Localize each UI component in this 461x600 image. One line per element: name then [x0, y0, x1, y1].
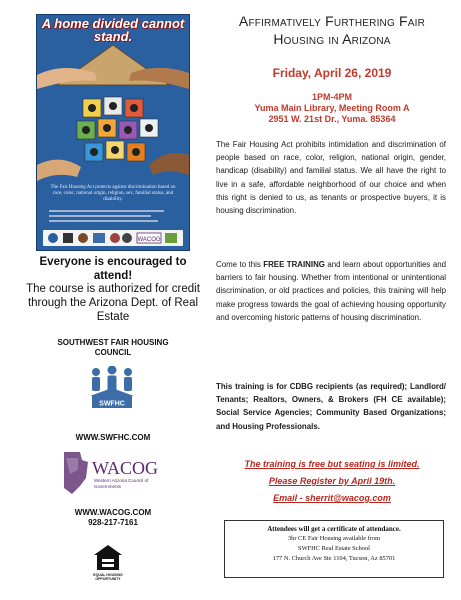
poster-tagline: The Fair Housing Act protects against discrimination based on race, color, national origin, religion, sex, familial status, and disability.: [50, 185, 176, 202]
poster-wacog-logo: WACOG: [137, 237, 161, 243]
swfhc-name: SOUTHWEST FAIR HOUSING COUNCIL: [57, 338, 169, 357]
poster-fine-print: [49, 207, 177, 225]
certificate-box: [224, 520, 444, 578]
wacog-logo: [58, 448, 168, 498]
certificate-line-1: 3hr CE Fair Housing available from: [287, 535, 381, 542]
p2-intro: Come to this: [216, 260, 264, 269]
event-date: Friday, April 26, 2019: [272, 66, 392, 80]
encourage-heading: Everyone is encouraged to attend!: [39, 256, 187, 282]
wacog-wordmark: WACOG: [92, 458, 158, 478]
fair-housing-act-paragraph: The Fair Housing Act prohibits intimidation and discrimination of people based on race, color, religion, national origin, gender, handicap (disability) and familial status. We all have the right to live in a safe, affordable neighborhood of our choice and when this right is denied to us, as tenants or prospective buyers, it is housing discrimination.: [216, 140, 446, 216]
partner-logos-icon: [43, 230, 183, 246]
event-address: 2951 W. 21st Dr., Yuma. 85364: [268, 114, 396, 124]
certificate-line-3: 177 N. Church Ave Ste 1104, Tucson, Az 85701: [272, 555, 396, 562]
equal-housing-text: EQUAL HOUSING OPPORTUNITY: [93, 573, 123, 581]
audience-paragraph: This training is for CDBG recipients (as required); Landlord/ Tenants; Realtors, Owners, & Brokers (FH CE available); Social Service Agencies; Community Based Organizations; and Housing Professionals.: [216, 382, 446, 431]
swfhc-logo: [86, 366, 138, 420]
wacog-phone: 928-217-7161: [88, 518, 138, 527]
event-time: 1PM-4PM: [311, 92, 352, 102]
course-credit-note: The course is authorized for credit through the Arizona Dept. of Real Estate: [26, 283, 200, 323]
event-title: Affirmatively Furthering Fair Housing in Arizona: [238, 13, 426, 47]
wacog-website-link[interactable]: WWW.WACOG.COM: [74, 508, 152, 517]
seating-limited-notice: The training is free but seating is limited.: [244, 459, 420, 469]
event-venue: Yuma Main Library, Meeting Room A: [254, 103, 410, 113]
register-deadline: Please Register by April 19th.: [268, 476, 396, 486]
register-email-link[interactable]: Email - sherrit@wacog.com: [273, 493, 391, 503]
poster-logo-strip: [43, 230, 183, 246]
p2-body: and learn about opportunities and barriers to fair housing. Whether from intentional or unintentional discrimination, or old practices and policies, this training will help make progress towards the goal of achieving housing opportunity and overcoming historic patterns of housing discrimination.: [216, 260, 446, 322]
swfhc-website-link[interactable]: WWW.SWFHC.COM: [75, 433, 151, 442]
wacog-contact: [40, 508, 186, 528]
free-training-emphasis: FREE TRAINING: [263, 260, 325, 269]
swfhc-logo-text: SWFHC: [99, 400, 125, 408]
equal-housing-opportunity-icon: [90, 542, 126, 572]
free-training-paragraph: [216, 258, 446, 324]
poster-headline: A home divided cannot stand.: [41, 16, 185, 44]
fair-housing-poster: [36, 14, 190, 251]
wacog-subtitle: Western Arizona Council of Governments: [94, 478, 149, 489]
certificate-line-2: SWFHC Real Estate School: [298, 545, 370, 552]
certificate-title: Attendees will get a certificate of attendance.: [267, 525, 401, 533]
